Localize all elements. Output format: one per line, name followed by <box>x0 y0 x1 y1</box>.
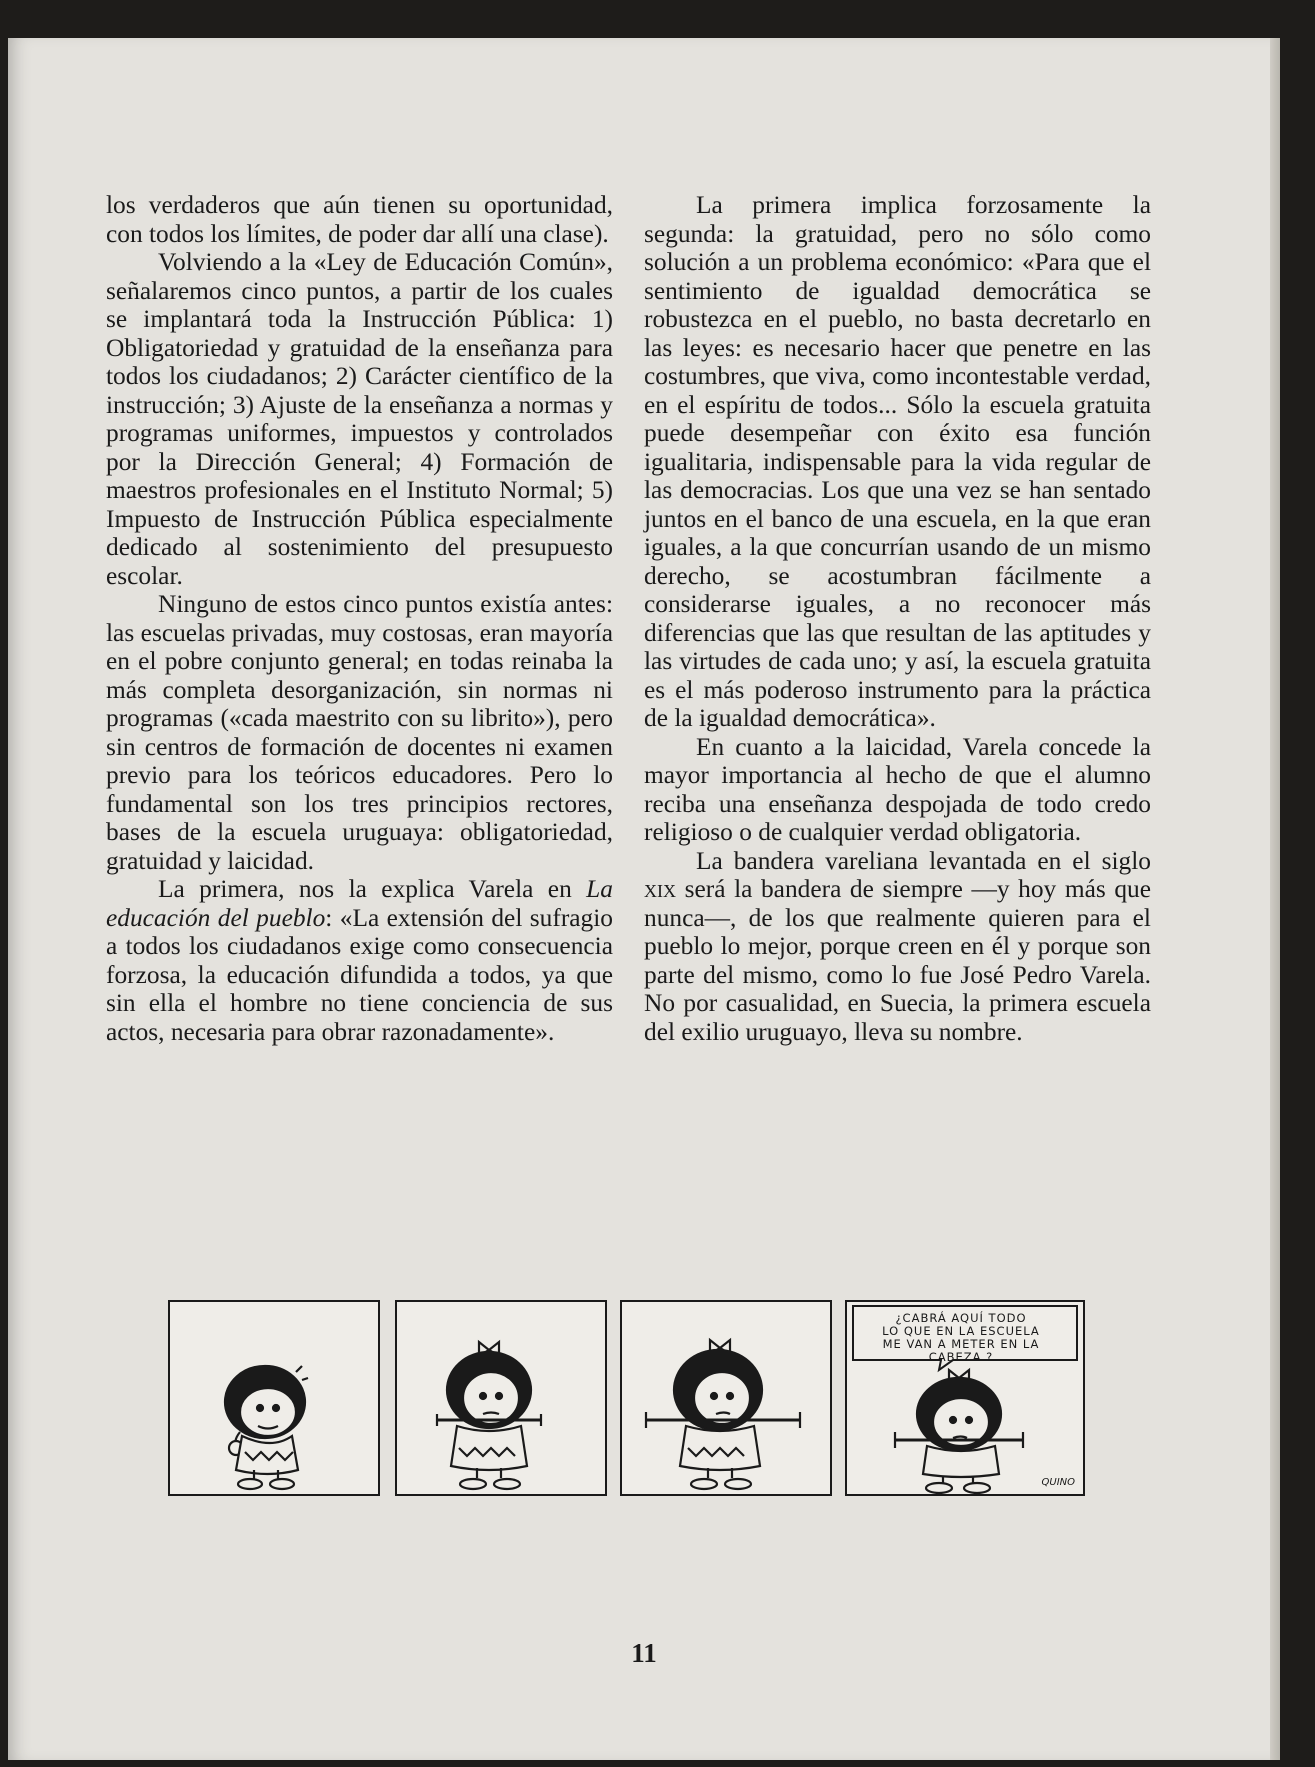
book-page <box>8 38 1280 1760</box>
century-numeral: xix <box>644 875 676 903</box>
left-column <box>106 191 613 1046</box>
balloon-line: CABEZA ? <box>928 1350 994 1364</box>
paragraph-text: será la bandera de siempre —y hoy más que nunca—, de los que realmente quieren para el pueblo lo mejor, porque creen en él y porque son parte del mismo, como lo fue José Pedro Varela. No por casualidad, en Suecia, la primera escuela del exilio uruguayo, lleva su nombre. <box>644 875 1151 1046</box>
artist-signature: QUINO <box>1041 1477 1075 1488</box>
paragraph-text: : «La extensión del sufragio a todos los ciudadanos exige como consecuencia forzosa, la educación difundida a todos, ya que sin ella el hombre no tiene conciencia de sus actos, necesaria para obrar razonadamente». <box>106 903 613 1046</box>
comic-panel-1 <box>168 1300 380 1496</box>
paragraph: los verdaderos que aún tienen su oportunidad, con todos los límites, de poder dar allí una clase). <box>106 191 613 248</box>
paragraph: En cuanto a la laicidad, Varela concede la mayor importancia al hecho de que el alumno reciba una enseñanza despojada de todo credo religioso o de cualquier verdad obligatoria. <box>644 732 1151 846</box>
comic-panel-2 <box>395 1300 607 1496</box>
paragraph: Ninguno de estos cinco puntos existía antes: las escuelas privadas, muy costosas, eran mayoría en el pobre conjunto general; en todas reinaba la más completa desorganización, sin normas ni programas («cada maestrito con su librito»), pero sin centros de formación de docentes ni examen previo para los teóricos educadores. Pero lo fundamental son los tres principios rectores, bases de la escuela uruguaya: obligatoriedad, gratuidad y laicidad. <box>106 590 613 875</box>
comic-panel-3 <box>620 1300 832 1496</box>
page-number: 11 <box>631 1638 657 1668</box>
comic-strip <box>168 1300 1164 1496</box>
paragraph-text: La bandera vareliana levantada en el siglo <box>696 846 1151 875</box>
balloon-line: LO QUE EN LA ESCUELA <box>882 1324 1040 1338</box>
paragraph <box>644 847 1151 1047</box>
speech-balloon <box>861 1312 1061 1364</box>
mafalda-measuring-drawing <box>397 1302 609 1498</box>
balloon-line: ¿CABRÁ AQUÍ TODO <box>895 1311 1027 1325</box>
paragraph-text: La primera, nos la explica Varela en <box>158 875 587 903</box>
book-title: La educación del pueblo <box>106 875 613 932</box>
mafalda-thinking-drawing <box>170 1302 382 1498</box>
paragraph <box>106 875 613 1046</box>
paragraph: La primera implica forzosamente la segunda: la gratuidad, pero no sólo como solución a un problema económico: «Para que el sentimiento de igualdad democrática se robustezca en el pueblo, no basta decretarlo en las leyes: es necesario hacer que penetre en las costumbres, que viva, como incontestable verdad, en el espíritu de todos... Sólo la escuela gratuita puede desempeñar con éxito esa función igualitaria, indispensable para la vida regular de las democracias. Los que una vez se han sentado juntos en el banco de una escuela, en la que eran iguales, a la que concurrían usando de un mismo derecho, se acostumbran fácilmente a considerarse iguales, a no reconocer más diferencias que las que resultan de las aptitudes y las virtudes de cada uno; y así, la escuela gratuita es el más poderoso instrumento para la práctica de la igualdad democrática». <box>644 191 1151 732</box>
mafalda-measuring-drawing <box>622 1302 834 1498</box>
right-column <box>644 191 1151 1046</box>
page-edge <box>1270 38 1280 1760</box>
balloon-line: ME VAN A METER EN LA <box>882 1337 1040 1351</box>
paragraph: Volviendo a la «Ley de Educación Común», señalaremos cinco puntos, a partir de los cuales se implantará toda la Instrucción Pública: 1) Obligatoriedad y gratuidad de la enseñanza para todos los ciudadanos; 2) Carácter científico de la instrucción; 3) Ajuste de la enseñanza a normas y programas uniformes, impuestos y controlados por la Dirección General; 4) Formación de maestros profesionales en el Instituto Normal; 5) Impuesto de Instrucción Pública especialmente dedicado al sostenimiento del presupuesto escolar. <box>106 248 613 590</box>
comic-panel-4 <box>845 1300 1085 1496</box>
